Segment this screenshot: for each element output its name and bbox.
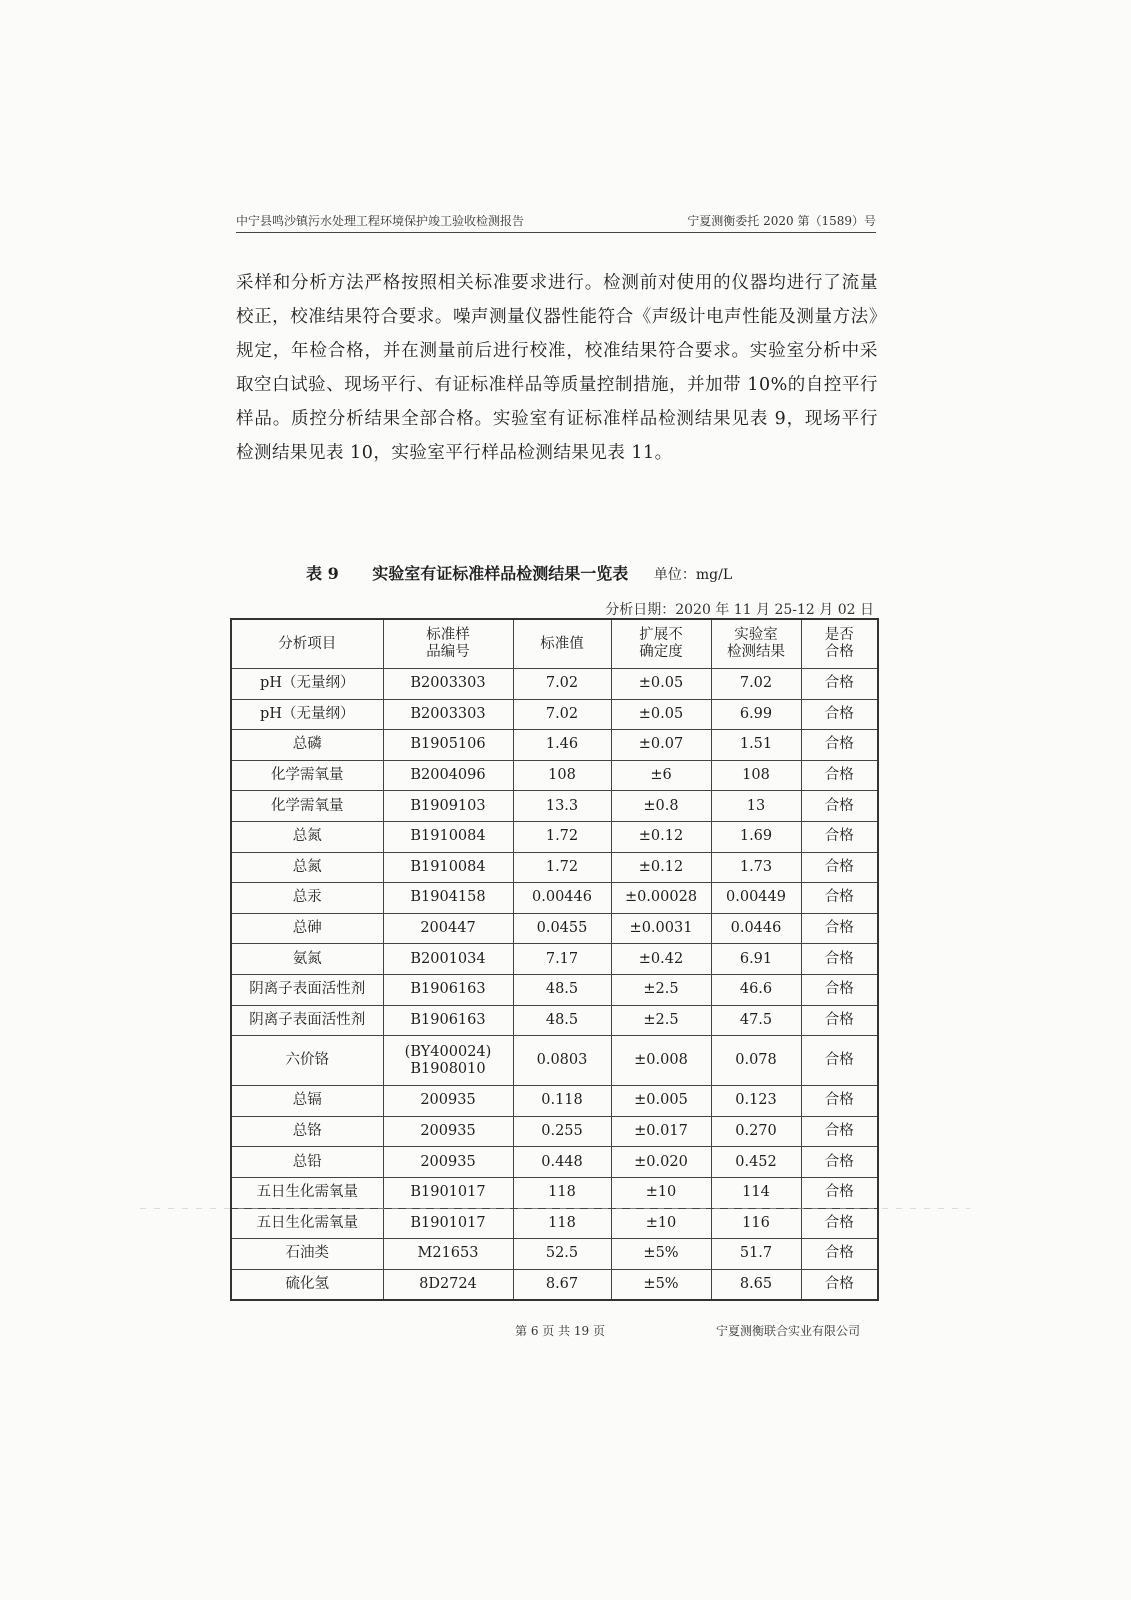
table-cell: ±5% (611, 1269, 711, 1300)
table-cell: 0.00449 (711, 883, 801, 914)
table-row (231, 883, 878, 914)
table-cell: 合格 (801, 669, 878, 700)
table-cell: 合格 (801, 944, 878, 975)
column-header (801, 619, 878, 669)
body-paragraph: 采样和分析方法严格按照相关标准要求进行。检测前对使用的仪器均进行了流量校正，校准结果符合要求。噪声测量仪器性能符合《声级计电声性能及测量方法》规定，年检合格，并在测量前后进行校准，校准结果符合要求。实验室分析中采取空白试验、现场平行、有证标准样品等质量控制措施，并加带 10%的自控平行样品。质控分析结果全部合格。实验室有证标准样品检测结果见表 9，现场平行检测结果见表 10，实验室平行样品检测结果见表 11。 (236, 273, 878, 463)
table-cell: ±0.020 (611, 1147, 711, 1178)
table-cell: 13.3 (513, 791, 611, 822)
table-cell: 0.0446 (711, 913, 801, 944)
table-cell: ±0.005 (611, 1086, 711, 1117)
table-caption (306, 561, 732, 584)
report-number: 宁夏测衡委托 2020 第（1589）号 (687, 214, 876, 228)
table-cell: 合格 (801, 1269, 878, 1300)
table-row (231, 760, 878, 791)
table-cell: B1910084 (383, 852, 513, 883)
table-cell: 0.0803 (513, 1036, 611, 1086)
table-cell: B1906163 (383, 1005, 513, 1036)
table-cell: ±0.00028 (611, 883, 711, 914)
table-cell-line: B1908010 (410, 1060, 486, 1077)
table-cell: 108 (711, 760, 801, 791)
table-row (231, 1147, 878, 1178)
table-cell: ±0.05 (611, 669, 711, 700)
table-cell: pH（无量纲） (231, 669, 383, 700)
table-cell: 合格 (801, 1005, 878, 1036)
table-cell: 7.02 (513, 669, 611, 700)
table-cell: 200935 (383, 1147, 513, 1178)
table-cell: 0.452 (711, 1147, 801, 1178)
table-cell: 7.02 (711, 669, 801, 700)
scan-artifact-line (140, 1208, 970, 1209)
table-row (231, 1005, 878, 1036)
table-cell: 合格 (801, 821, 878, 852)
table-cell: 200935 (383, 1086, 513, 1117)
table-cell: ±0.12 (611, 821, 711, 852)
table-cell: B2001034 (383, 944, 513, 975)
table-cell: 1.73 (711, 852, 801, 883)
table-cell: 氨氮 (231, 944, 383, 975)
table-cell: ±0.0031 (611, 913, 711, 944)
table-cell: 48.5 (513, 974, 611, 1005)
table-row (231, 944, 878, 975)
table-cell: 51.7 (711, 1239, 801, 1270)
table-cell: B1906163 (383, 974, 513, 1005)
table-cell: 1.51 (711, 730, 801, 761)
table-cell: ±5% (611, 1239, 711, 1270)
column-header (611, 619, 711, 669)
table-cell: 合格 (801, 699, 878, 730)
column-header (383, 619, 513, 669)
table-cell: 108 (513, 760, 611, 791)
table-cell: 合格 (801, 791, 878, 822)
table-row (231, 974, 878, 1005)
column-header (513, 619, 611, 669)
column-header-line: 合格 (824, 644, 854, 660)
table-row (231, 1239, 878, 1270)
table-cell: 合格 (801, 1239, 878, 1270)
table-cell: 0.448 (513, 1147, 611, 1178)
table-cell: ±6 (611, 760, 711, 791)
table-cell: 118 (513, 1208, 611, 1239)
table-cell: 118 (513, 1177, 611, 1208)
table-cell: 总氮 (231, 821, 383, 852)
table-cell: ±0.07 (611, 730, 711, 761)
table-cell: 合格 (801, 1177, 878, 1208)
table-cell: 200935 (383, 1116, 513, 1147)
table-body (231, 669, 878, 1301)
column-header-line: 品编号 (426, 644, 470, 660)
table-row (231, 669, 878, 700)
column-header-line: 检测结果 (727, 644, 785, 660)
column-header-line: 确定度 (639, 644, 683, 660)
table-cell: B2004096 (383, 760, 513, 791)
table-number: 表 9 (306, 564, 339, 583)
table-cell: M21653 (383, 1239, 513, 1270)
table-cell: 0.0455 (513, 913, 611, 944)
page-number: 第 6 页 共 19 页 (515, 1324, 605, 1338)
analysis-date: 分析日期：2020 年 11 月 25-12 月 02 日 (605, 602, 874, 618)
table-cell: B1904158 (383, 883, 513, 914)
table-cell-line: (BY400024) (404, 1043, 492, 1060)
table-row (231, 1086, 878, 1117)
table-cell: 8D2724 (383, 1269, 513, 1300)
table-cell: 合格 (801, 1036, 878, 1086)
table-cell: 合格 (801, 1147, 878, 1178)
column-header-line: 分析项目 (278, 635, 337, 652)
table-row (231, 1116, 878, 1147)
table-cell: 6.99 (711, 699, 801, 730)
table-cell: 合格 (801, 760, 878, 791)
table-cell: 8.67 (513, 1269, 611, 1300)
table-cell: ±0.017 (611, 1116, 711, 1147)
table-cell: 合格 (801, 1208, 878, 1239)
column-header-line: 扩展不 (639, 627, 683, 643)
table-cell: 五日生化需氧量 (231, 1208, 383, 1239)
table-cell: 48.5 (513, 1005, 611, 1036)
results-table (230, 618, 879, 1301)
table-cell: 合格 (801, 1116, 878, 1147)
table-cell: B1901017 (383, 1208, 513, 1239)
table-row (231, 699, 878, 730)
table-cell: 阴离子表面活性剂 (231, 974, 383, 1005)
table-row (231, 1177, 878, 1208)
table-cell: 8.65 (711, 1269, 801, 1300)
table-cell (383, 1036, 513, 1086)
table-cell: ±2.5 (611, 1005, 711, 1036)
table-cell: 52.5 (513, 1239, 611, 1270)
table-cell: B1905106 (383, 730, 513, 761)
column-header-line: 实验室 (734, 627, 778, 643)
table-cell: 1.72 (513, 852, 611, 883)
table-cell: 200447 (383, 913, 513, 944)
table-cell: 0.00446 (513, 883, 611, 914)
table-cell: ±0.12 (611, 852, 711, 883)
report-title: 中宁县鸣沙镇污水处理工程环境保护竣工验收检测报告 (236, 214, 525, 228)
table-cell: 总磷 (231, 730, 383, 761)
table-row (231, 1036, 878, 1086)
column-header-line: 标准值 (540, 635, 584, 652)
table-cell: 0.270 (711, 1116, 801, 1147)
column-header-line: 标准样 (426, 627, 470, 643)
table-header-row (231, 619, 878, 669)
table-cell: pH（无量纲） (231, 699, 383, 730)
table-cell: 合格 (801, 730, 878, 761)
table-cell: ±10 (611, 1208, 711, 1239)
table-cell: 0.078 (711, 1036, 801, 1086)
table-cell: 硫化氢 (231, 1269, 383, 1300)
table-cell: 总砷 (231, 913, 383, 944)
table-cell: 化学需氧量 (231, 760, 383, 791)
table-cell: 石油类 (231, 1239, 383, 1270)
table-cell: 0.118 (513, 1086, 611, 1117)
table-title: 实验室有证标准样品检测结果一览表 (372, 564, 629, 583)
table-cell: ±0.8 (611, 791, 711, 822)
table-cell: 总氮 (231, 852, 383, 883)
table-cell: B1901017 (383, 1177, 513, 1208)
table-cell: 116 (711, 1208, 801, 1239)
table-cell: 总铅 (231, 1147, 383, 1178)
table-cell: 合格 (801, 1086, 878, 1117)
column-header-line: 是否 (824, 627, 854, 643)
table-cell: 7.02 (513, 699, 611, 730)
table-cell: 13 (711, 791, 801, 822)
table-cell: 六价铬 (231, 1036, 383, 1086)
table-cell: 合格 (801, 852, 878, 883)
table-cell: 阴离子表面活性剂 (231, 1005, 383, 1036)
table-row (231, 852, 878, 883)
table-cell: 五日生化需氧量 (231, 1177, 383, 1208)
table-cell: 114 (711, 1177, 801, 1208)
table-cell: B1910084 (383, 821, 513, 852)
table-cell: 6.91 (711, 944, 801, 975)
table-cell: B2003303 (383, 699, 513, 730)
table-cell: 1.72 (513, 821, 611, 852)
column-header (231, 619, 383, 669)
table-cell: 1.69 (711, 821, 801, 852)
table-cell: ±0.05 (611, 699, 711, 730)
table-cell: 总镉 (231, 1086, 383, 1117)
table-cell: 7.17 (513, 944, 611, 975)
table-cell: 总铬 (231, 1116, 383, 1147)
table-row (231, 913, 878, 944)
table-cell: 0.123 (711, 1086, 801, 1117)
table-cell: B2003303 (383, 669, 513, 700)
table-row (231, 1208, 878, 1239)
page-header (236, 208, 876, 233)
table-row (231, 821, 878, 852)
table-cell: ±2.5 (611, 974, 711, 1005)
table-cell: ±0.008 (611, 1036, 711, 1086)
table-cell: 合格 (801, 974, 878, 1005)
table-cell: 合格 (801, 913, 878, 944)
table-cell: 总汞 (231, 883, 383, 914)
table-cell: 合格 (801, 883, 878, 914)
table-cell: 化学需氧量 (231, 791, 383, 822)
table-cell: 0.255 (513, 1116, 611, 1147)
table-row (231, 1269, 878, 1300)
table-cell: 46.6 (711, 974, 801, 1005)
column-header (711, 619, 801, 669)
table-row (231, 791, 878, 822)
table-cell: 47.5 (711, 1005, 801, 1036)
table-cell: ±10 (611, 1177, 711, 1208)
table-cell: B1909103 (383, 791, 513, 822)
table-cell: 1.46 (513, 730, 611, 761)
table-row (231, 730, 878, 761)
table-cell: ±0.42 (611, 944, 711, 975)
table-unit: 单位：mg/L (653, 567, 733, 583)
company-name: 宁夏测衡联合实业有限公司 (716, 1324, 861, 1338)
